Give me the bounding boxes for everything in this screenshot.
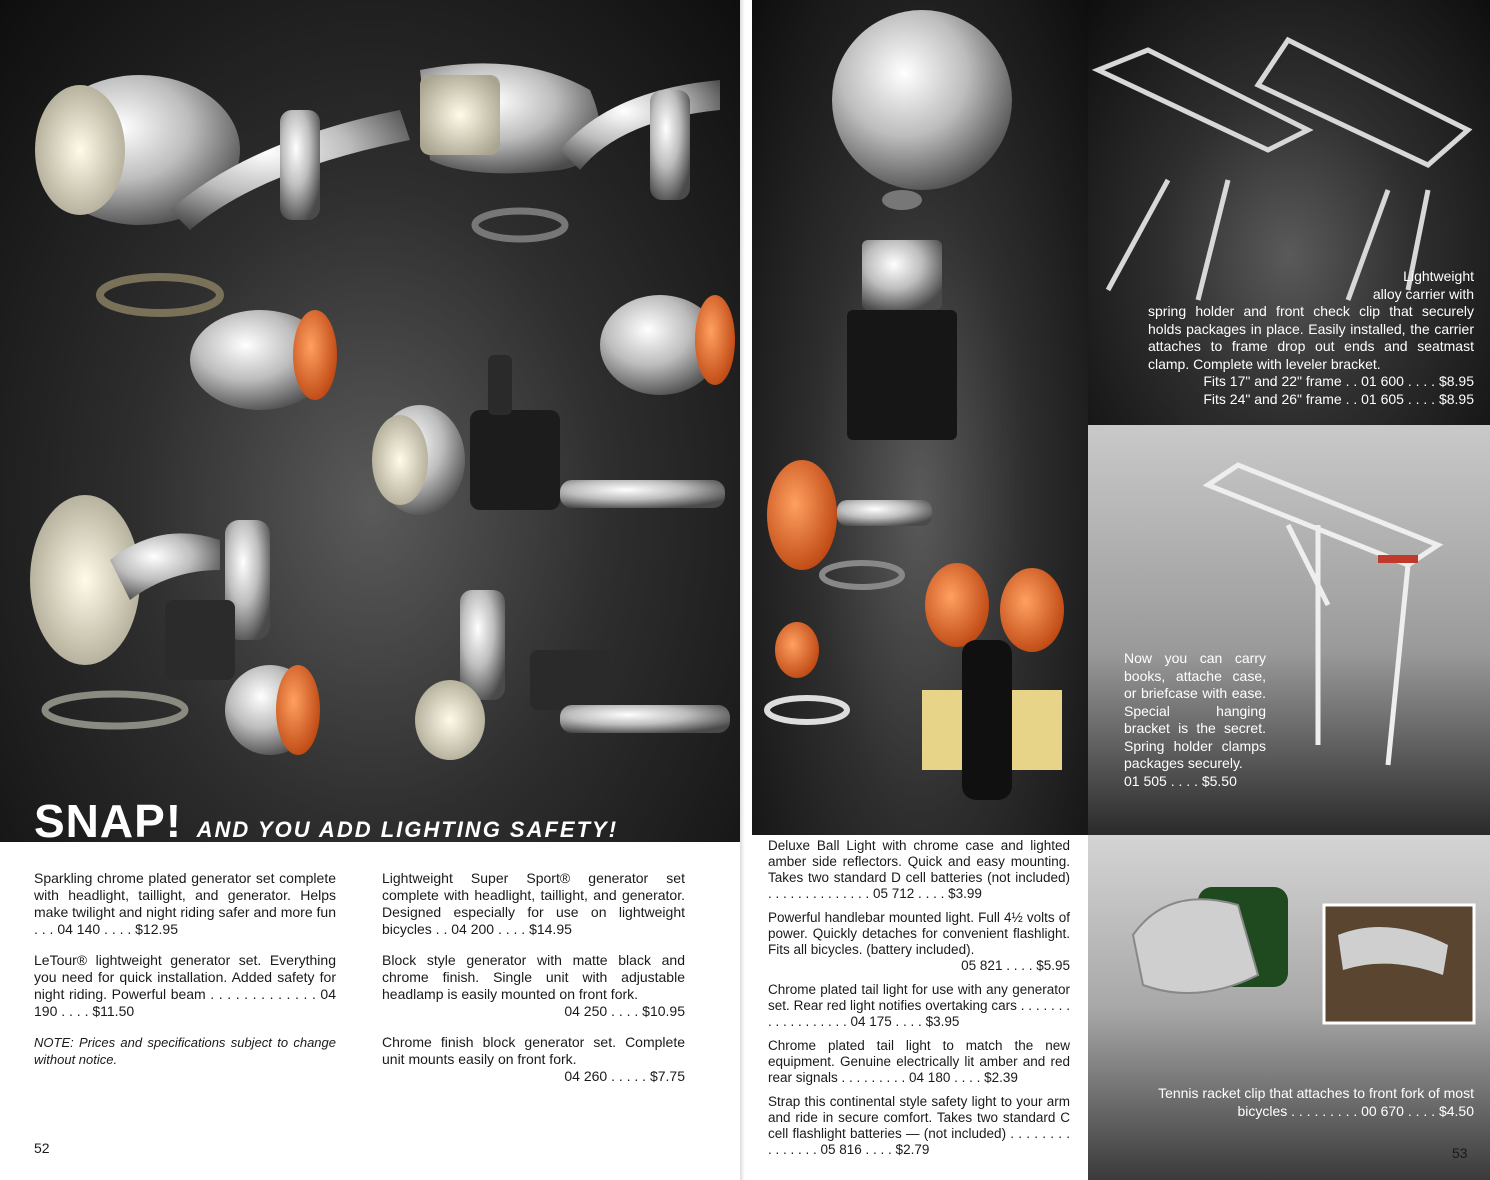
product-price: 04 260 . . . . . $7.75 [564, 1068, 685, 1084]
taillight-icon [767, 622, 847, 722]
headline-subtitle: AND YOU ADD LIGHTING SAFETY! [196, 817, 619, 842]
product-illustrations [752, 0, 1088, 835]
product-description: Lightweight Super Sport® generator set complete with headlight, taillight, and generator. Designed especially for use on lightweight bicycles . . 04 200 . . . . $14.95 [382, 870, 685, 937]
price-note: NOTE: Prices and specifications subject to change without notice. [34, 1035, 336, 1067]
product-description: Chrome plated tail light to match the new equipment. Genuine electrically lit amber and red rear signals . . . . . . . . . 04 180 . . . . $2.39 [768, 1038, 1070, 1085]
left-column-2 [382, 870, 685, 1085]
rack-caption-body: Now you can carry books, attache case, or briefcase with ease. Special hanging bracket is the secret. Spring holder clamps packages securely. [1124, 650, 1266, 771]
ball-light-icon [832, 10, 1012, 210]
block-generator-icon [415, 590, 730, 760]
cable-icon [45, 694, 185, 726]
rack-price: 01 505 . . . . $5.50 [1124, 772, 1237, 789]
handlebar-light-icon [847, 240, 957, 440]
product-description: LeTour® lightweight generator set. Everything you need for quick installation. Added safety for night riding. Powerful beam . . . . . . . . . . . . . 04 190 . . . . $11.50 [34, 952, 336, 1019]
product-description: Chrome finish block generator set. Complete unit mounts easily on front fork. [382, 1034, 685, 1067]
product-description: Chrome plated tail light for use with any generator set. Rear red light notifies overtaking cars . . . . . . . . . . . . . . . . . . 04 175 . . . . $3.95 [768, 982, 1070, 1029]
page-number: 52 [34, 1140, 50, 1156]
product-price: 05 821 . . . . $5.95 [961, 958, 1070, 973]
generator-sets-photo [0, 0, 746, 842]
carrier-photo [1088, 0, 1490, 425]
taillight-icon [600, 295, 735, 395]
product-description: Sparkling chrome plated generator set complete with headlight, taillight, and generator. Helps make twilight and night riding safer and more fun . . . 04 140 . . . . $12.95 [34, 870, 336, 937]
arm-safety-light-icon [922, 563, 1064, 800]
product-description: Powerful handlebar mounted light. Full 4½ volts of power. Quickly detaches for convenient flashlight. Fits all bicycles. (battery included). [768, 910, 1070, 957]
rack-caption [1124, 650, 1266, 790]
taillight-icon [225, 665, 320, 755]
racket-clip-icon [1088, 835, 1490, 1180]
taillight-icon [767, 460, 932, 587]
product-illustrations [0, 0, 746, 842]
taillight-icon [190, 310, 337, 410]
product-description: Deluxe Ball Light with chrome case and lighted amber side reflectors. Quick and easy mounting. Takes two standard D cell batteries (not included) . . . . . . . . . . . . . . 05 712 . . . . $3.99 [768, 838, 1070, 901]
cable-icon [475, 211, 565, 239]
carrier-caption-line: alloy carrier with [1372, 285, 1474, 302]
carrier-caption-line: Lightweight [1403, 268, 1474, 284]
carrier-caption [1148, 268, 1474, 408]
product-price: 04 250 . . . . $10.95 [564, 1003, 685, 1019]
rack-photo [1088, 425, 1490, 835]
right-page [746, 0, 1490, 1180]
carrier-caption-body: spring holder and front check clip that securely holds packages in place. Easily installed, the carrier attaches to frame drop out ends and seatmast clamp. Complete with leveler bracket. [1148, 303, 1474, 372]
headline-title: SNAP! [34, 795, 183, 847]
product-description: Strap this continental style safety light to your arm and ride in secure comfort. Takes two standard C cell flashlight batteries — (not included) . . . . . . . . . . . . . . . 05 816 . . . . $2.79 [768, 1094, 1070, 1157]
right-column [768, 838, 1070, 1158]
carrier-price: Fits 17" and 22" frame . . 01 600 . . . . $8.95 [1203, 373, 1474, 389]
racket-clip-photo [1088, 835, 1490, 1180]
left-column-1 [34, 870, 336, 1081]
product-description: Block style generator with matte black and chrome finish. Single unit with adjustable headlamp is easily mounted on front fork. [382, 952, 685, 1002]
carrier-price: Fits 24" and 26" frame . . 01 605 . . . . $8.95 [1203, 390, 1474, 407]
cable-icon [100, 277, 220, 313]
accessory-lights-photo [752, 0, 1088, 835]
page-number: 53 [1452, 1145, 1468, 1161]
clip-caption: Tennis racket clip that attaches to front fork of most bicycles . . . . . . . . . 00 670 . . . . $4.50 [1158, 1085, 1474, 1119]
headline [34, 794, 618, 848]
